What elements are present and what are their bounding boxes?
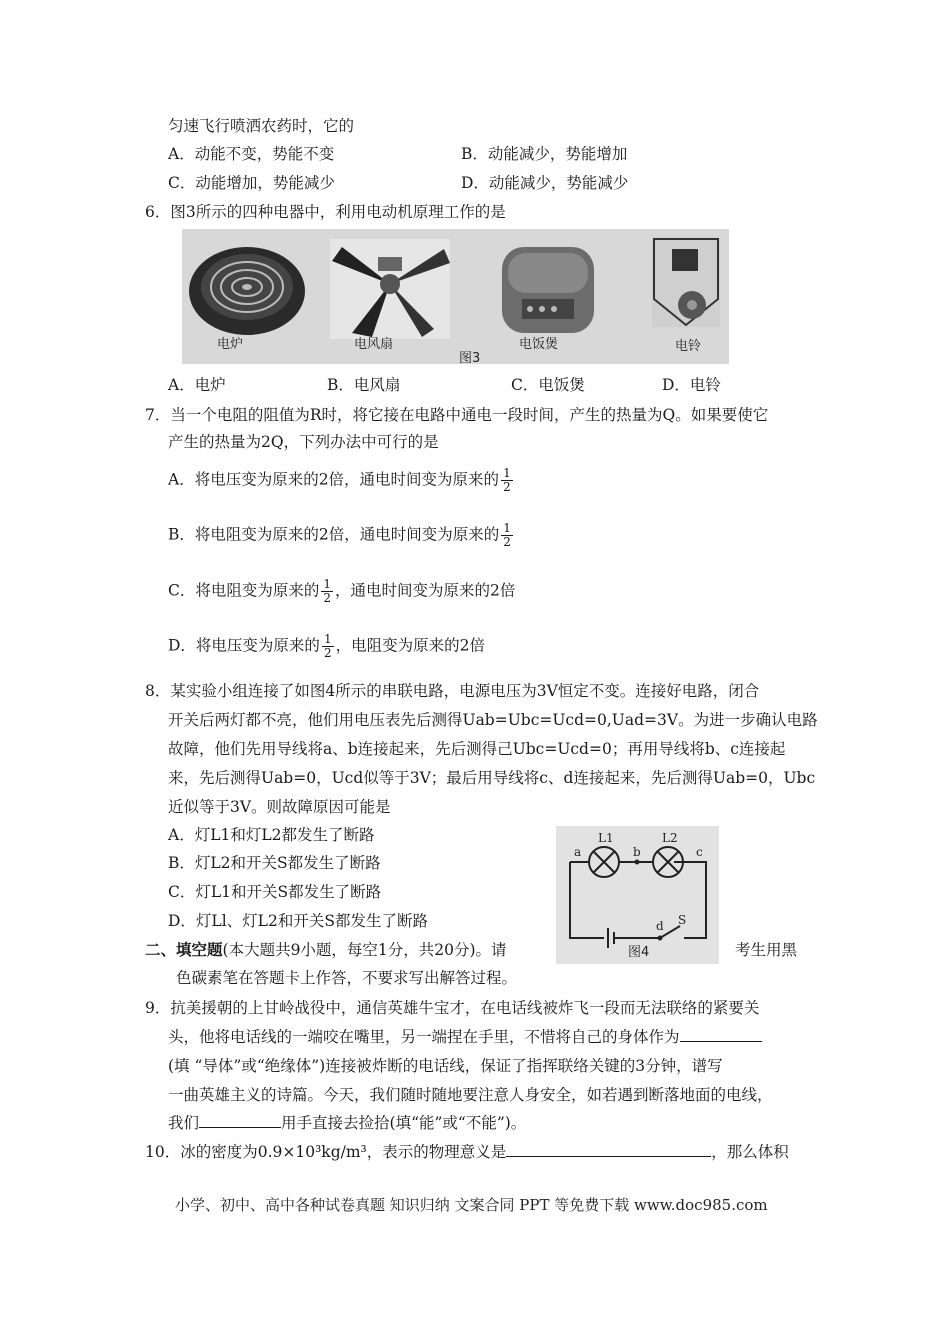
fraction-denominator: 2 [503,535,511,549]
fraction-numerator: 1 [323,632,332,646]
q5-option-a: A．动能不变，势能不变 [168,145,335,163]
q7-option-a [168,467,515,494]
label-l1: L1 [598,831,614,845]
fraction-numerator: 1 [503,521,511,535]
q10-answer-blank[interactable] [506,1142,711,1157]
page-footer: 小学、初中、高中各种试卷真题 知识归纳 文案合同 PPT 等免费下载 www.doc985.com [175,1196,768,1214]
figure-3-photo [182,229,729,364]
q8-stem-line-3: 故障，他们先用导线将a、b连接起来，先后测得己Ubc=Ucd=0；再用导线将b、c连接起 [168,740,786,758]
fraction-half [501,467,513,494]
appliance-photos [182,229,729,364]
q7-stem-line-1: 7．当一个电阻的阻值为R时，将它接在电路中通电一段时间，产生的热量为Q。如果要使它 [145,406,769,424]
electric-stove-image [189,247,305,335]
q7-stem-line-2: 产生的热量为2Q，下列办法中可行的是 [168,433,439,451]
rice-cooker-image [502,247,594,333]
q9-line-4: 一曲英雄主义的诗篇。今天，我们随时随地要注意人身安全，如若遇到断落地面的电线， [168,1086,773,1104]
q8-option-d: D．灯Ll、灯L2和开关S都发生了断路 [168,912,428,930]
q9-answer-blank-2[interactable] [199,1113,281,1128]
electric-fan-image [330,239,450,339]
q9-line-5-post: 用手直接去捡拾(填“能”或“不能”)。 [281,1114,527,1132]
q9-answer-blank-1[interactable] [680,1027,762,1042]
fraction-denominator: 2 [323,646,332,660]
q9-line-1: 9．抗美援朝的上甘岭战役中，通信英雄牛宝才，在电话线被炸飞一段而无法联络的紧要关 [145,999,760,1017]
section-2-title: 二、填空题 [145,940,223,959]
label-l2: L2 [662,831,678,845]
figure-4-label: 图4 [628,945,650,960]
q8-stem-line-4: 来，先后测得Uab=0，Ucd似等于3V；最后用导线将c、d连接起来，先后测得Uab=0，Ubc [168,769,816,787]
electric-bell-image [652,237,720,327]
q8-stem-line-2: 开关后两灯都不亮，他们用电压表先后测得Uab=Ubc=Ucd=0,Uad=3V。为进一步确认电路 [168,711,818,729]
fraction-denominator: 2 [503,480,511,494]
section-2-desc-line-2: 色碳素笔在答题卡上作答，不要求写出解答过程。 [176,969,518,987]
caption-stove: 电炉 [217,337,244,352]
q8-option-a: A．灯L1和灯L2都发生了断路 [168,826,375,844]
q8-option-b: B．灯L2和开关S都发生了断路 [168,854,381,872]
fraction-numerator: 1 [503,466,511,480]
q6-option-c: C．电饭煲 [511,376,585,394]
q7-option-b-text: B．将电阻变为原来的2倍，通电时间变为原来的 [168,525,500,544]
q5-stem: 匀速飞行喷洒农药时，它的 [168,117,355,135]
q9-line-5-pre: 我们 [168,1114,200,1132]
label-d: d [656,919,664,933]
q8-stem-line-1: 8．某实验小组连接了如图4所示的串联电路，电源电压为3V恒定不变。连接好电路，闭合 [145,682,760,700]
fraction-numerator: 1 [323,577,332,591]
q7-option-d-post: ，电阻变为原来的2倍 [335,636,485,655]
caption-rice-cooker: 电饭煲 [519,337,559,352]
q10-line [145,1142,789,1162]
q6-option-a: A．电炉 [168,376,226,394]
q5-option-c: C．动能增加，势能减少 [168,174,335,192]
figure-4-circuit [556,826,719,964]
caption-bell: 电铃 [675,339,702,354]
q9-line-5 [168,1113,526,1133]
q6-option-d: D．电铃 [662,376,721,394]
q6-stem: 6．图3所示的四种电器中，利用电动机原理工作的是 [145,203,506,221]
q7-option-a-text: A．将电压变为原来的2倍，通电时间变为原来的 [168,470,500,489]
q7-option-d [168,633,485,660]
section-2-desc: (本大题共9小题，每空1分，共20分)。请 [222,941,507,959]
q9-line-2-text: 头，他将电话线的一端咬在嘴里，另一端捏在手里，不惜将自己的身体作为 [168,1028,680,1046]
fraction-denominator: 2 [323,591,332,605]
q5-option-b: B．动能减少，势能增加 [461,145,628,163]
q7-option-b [168,522,515,549]
q6-option-b: B．电风扇 [327,376,401,394]
label-c: c [696,845,703,859]
q7-option-c [168,578,515,605]
q9-line-2 [168,1027,762,1047]
label-a: a [574,845,582,859]
q10-pre: 10．冰的密度为0.9×10³kg/m³，表示的物理意义是 [145,1143,507,1161]
section-2-desc-tail: 考生用黑 [735,941,798,959]
section-2-heading [145,940,507,960]
fraction-half [321,578,333,605]
label-b: b [633,845,641,859]
q7-option-d-pre: D．将电压变为原来的 [168,636,320,655]
circuit-diagram [556,826,719,964]
q5-option-d: D．动能减少，势能减少 [461,174,629,192]
figure-3-label: 图3 [459,351,481,366]
caption-fan: 电风扇 [354,337,394,352]
fraction-half [501,522,513,549]
q8-stem-line-5: 近似等于3V。则故障原因可能是 [168,798,391,816]
fraction-half [322,633,334,660]
q7-option-c-post: ，通电时间变为原来的2倍 [335,581,516,600]
q10-post: ，那么体积 [711,1143,789,1161]
label-s: S [678,913,687,927]
q9-line-3: (填 “导体”或“绝缘体”)连接被炸断的电话线，保证了指挥联络关键的3分钟，谱写 [168,1057,723,1075]
q8-option-c: C．灯L1和开关S都发生了断路 [168,883,382,901]
q7-option-c-pre: C．将电阻变为原来的 [168,581,320,600]
